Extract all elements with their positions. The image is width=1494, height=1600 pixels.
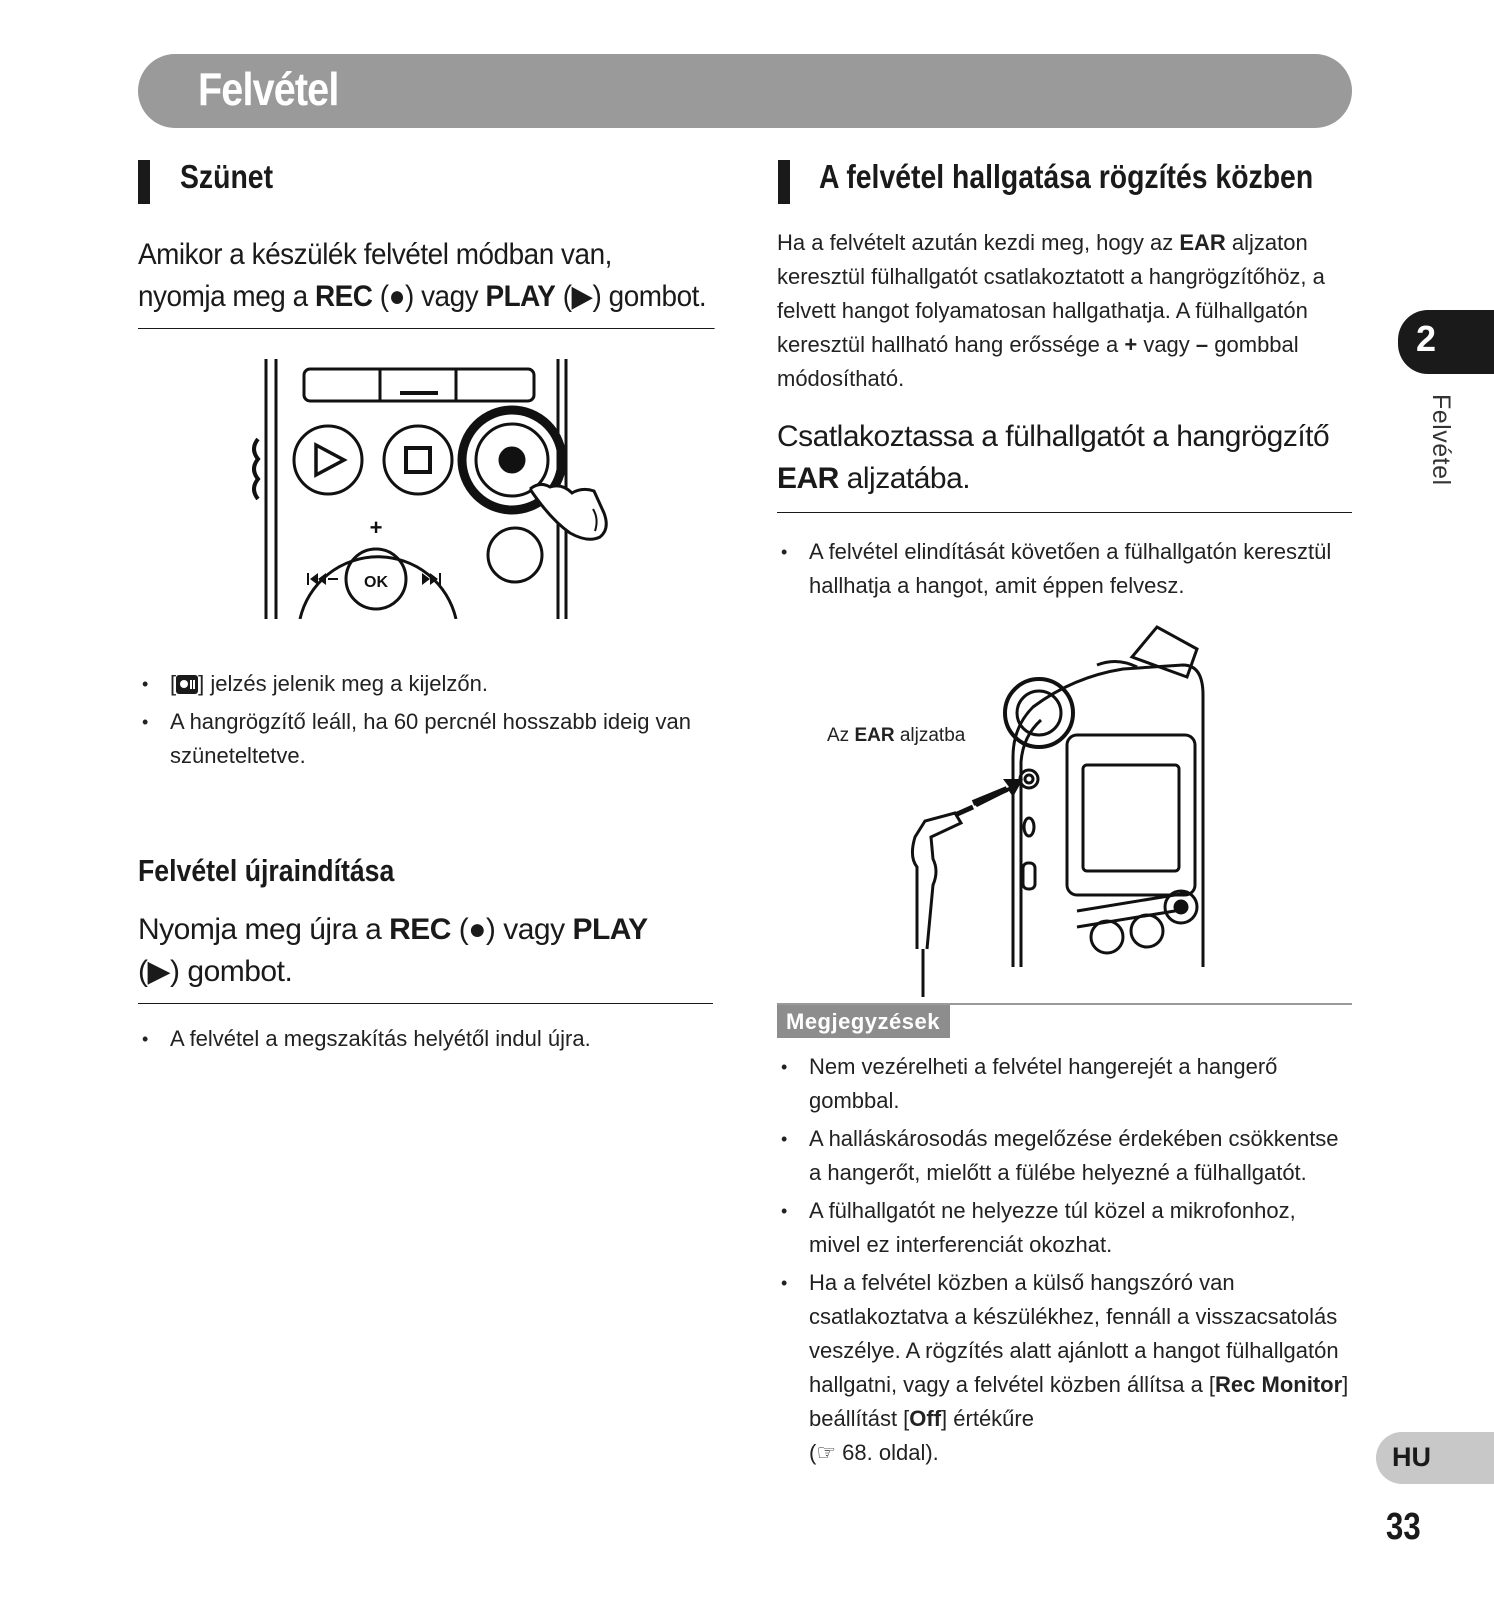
page-title: Felvétel bbox=[198, 63, 339, 115]
list-item: • A felvétel elindítását követően a fülhallgatón keresztül hallhatja a hangot, amit éppen felvesz. bbox=[777, 535, 1352, 603]
section-marker bbox=[778, 160, 790, 204]
instruction-text: aljzatába. bbox=[838, 462, 971, 495]
instruction-line: Amikor a készülék felvétel módban van, bbox=[138, 238, 612, 271]
list-item bbox=[777, 1266, 1352, 1470]
instruction-text: (▶) gombot. bbox=[138, 955, 293, 988]
label-text: aljzatba bbox=[894, 725, 966, 746]
bracket-text: [ bbox=[170, 671, 177, 696]
setting-name: Rec Monitor bbox=[1215, 1372, 1343, 1397]
ear-label: EAR bbox=[854, 725, 895, 746]
instruction-text: nyomja meg a bbox=[138, 280, 315, 313]
list-item: • A halláskárosodás megelőzése érdekében csökkentse a hangerőt, mielőtt a fülébe helyezné a fülhallgatót. bbox=[777, 1122, 1352, 1190]
page-number: 33 bbox=[1386, 1506, 1421, 1548]
note-text: ] beállítást [ bbox=[809, 1372, 1349, 1431]
language-label: HU bbox=[1392, 1442, 1431, 1472]
label-text: Az bbox=[827, 725, 855, 746]
note-text: ] értékűre bbox=[941, 1406, 1034, 1431]
list-item bbox=[138, 667, 713, 701]
pause-notes-list bbox=[138, 667, 713, 773]
instruction-text: (▶) gombot. bbox=[555, 280, 707, 313]
intro-text: gombbal módosítható. bbox=[777, 332, 1299, 391]
ok-button-label: OK bbox=[364, 574, 388, 591]
plus-label: + bbox=[1124, 332, 1138, 357]
chapter-number: 2 bbox=[1416, 318, 1437, 359]
section-marker bbox=[138, 160, 150, 204]
pause-indicator-icon bbox=[176, 675, 198, 694]
intro-text: vagy bbox=[1137, 332, 1196, 357]
minus-label: – bbox=[1195, 332, 1209, 357]
rec-label: REC bbox=[389, 913, 451, 946]
restart-heading: Felvétel újraindítása bbox=[138, 853, 395, 888]
title-banner bbox=[138, 54, 1352, 128]
recorder-buttons-illustration bbox=[138, 349, 713, 619]
pause-instruction bbox=[138, 234, 715, 329]
list-item: • A felvétel a megszakítás helyétől indul újra. bbox=[138, 1022, 713, 1056]
instruction-text: (●) vagy bbox=[450, 913, 573, 946]
earphone-illustration bbox=[777, 607, 1352, 997]
connect-notes-list bbox=[777, 535, 1352, 603]
list-item: • A hangrögzítő leáll, ha 60 percnél hosszabb ideig van szüneteltetve. bbox=[138, 705, 713, 773]
ear-label: EAR bbox=[1179, 230, 1226, 255]
notes-tag: Megjegyzések bbox=[777, 1005, 950, 1038]
chapter-label: Felvétel bbox=[1427, 394, 1455, 486]
play-label: PLAY bbox=[485, 280, 556, 313]
instruction-text: Csatlakoztassa a fülhallgatót a hangrögzítő bbox=[777, 420, 1330, 453]
ear-label: EAR bbox=[777, 462, 839, 495]
section-title: A felvétel hallgatása rögzítés közben bbox=[819, 158, 1314, 195]
rec-label: REC bbox=[314, 280, 373, 313]
section-header-monitor bbox=[777, 150, 1352, 206]
instruction-text: (●) vagy bbox=[372, 280, 486, 313]
notes-list bbox=[777, 1050, 1352, 1470]
monitor-intro bbox=[777, 226, 1352, 396]
chapter-tab bbox=[1398, 310, 1494, 374]
restart-notes-list bbox=[138, 1022, 713, 1056]
plus-button-label: + bbox=[369, 515, 383, 540]
section-title: Szünet bbox=[180, 158, 274, 195]
restart-instruction bbox=[138, 909, 713, 1004]
setting-value: Off bbox=[909, 1406, 942, 1431]
bullet-text: ] jelzés jelenik meg a kijelzőn. bbox=[198, 671, 488, 696]
connect-instruction bbox=[777, 416, 1352, 513]
list-item: • Nem vezérelheti a felvétel hangerejét a hangerő gombbal. bbox=[777, 1050, 1352, 1118]
note-text: Ha a felvétel közben a külső hangszóró van csatlakoztatva a készülékhez, fennáll a visszacsatolás veszélye. A rögzítés alatt ajánlott a hangot fülhallgatón hallgatni, vagy a felvétel közben állítsa a [ bbox=[809, 1270, 1339, 1397]
intro-text: aljzaton keresztül fülhallgatót csatlakoztatott a hangrögzítőhöz, a felvett hangot folyamatosan hallgathatja. A fülhallgatón keresztül hallható hang erőssége a bbox=[777, 230, 1325, 357]
page-reference: (☞ 68. oldal). bbox=[809, 1440, 939, 1465]
instruction-text: Nyomja meg újra a bbox=[138, 913, 390, 946]
left-column bbox=[138, 150, 713, 1060]
section-header-pause bbox=[138, 150, 713, 206]
language-tab bbox=[1376, 1432, 1494, 1484]
right-column bbox=[777, 150, 1352, 1474]
play-label: PLAY bbox=[572, 913, 648, 946]
list-item: • A fülhallgatót ne helyezze túl közel a mikrofonhoz, mivel ez interferenciát okozhat. bbox=[777, 1194, 1352, 1262]
notes-divider bbox=[777, 1003, 1352, 1005]
intro-text: Ha a felvételt azután kezdi meg, hogy az bbox=[777, 230, 1180, 255]
recorder-side-drawing bbox=[777, 607, 1352, 997]
